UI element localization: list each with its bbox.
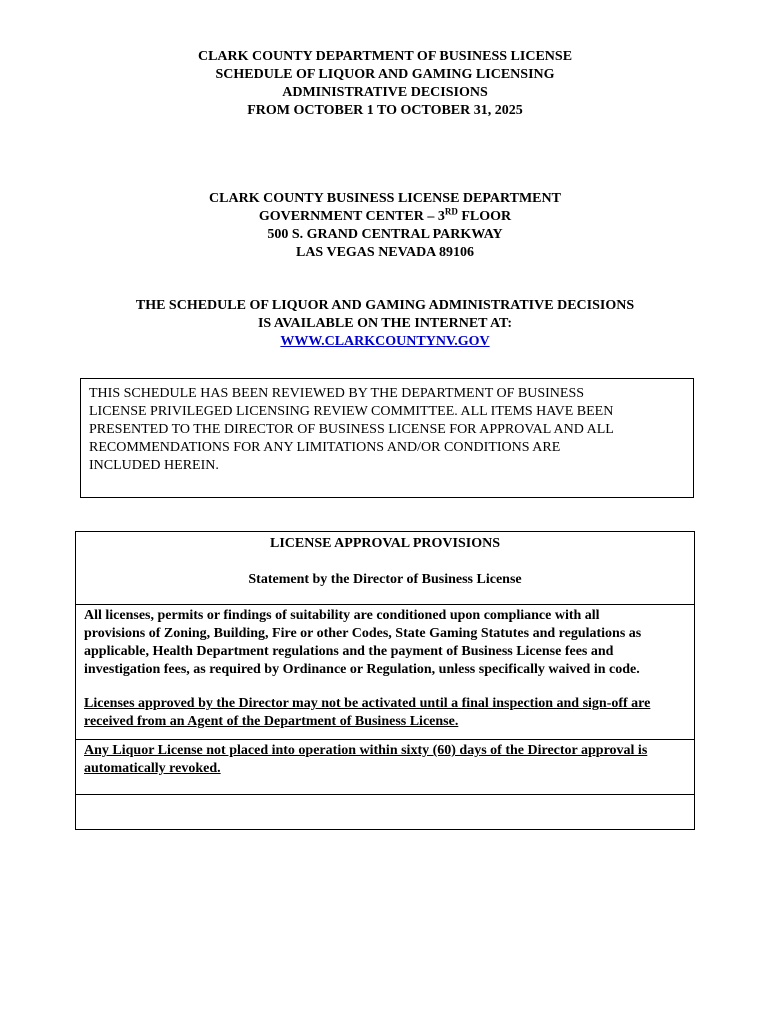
provisions-empty-row — [76, 794, 694, 829]
revoke-line-2: automatically revoked. — [84, 761, 221, 776]
internet-notice — [0, 297, 770, 351]
address-line-1: CLARK COUNTY BUSINESS LICENSE DEPARTMENT — [209, 191, 561, 206]
title-line-4: FROM OCTOBER 1 TO OCTOBER 31, 2025 — [247, 103, 523, 118]
address-line-2-prefix: GOVERNMENT CENTER – 3 — [258, 209, 445, 224]
provisions-conditions-row — [76, 604, 694, 739]
review-statement-box — [80, 378, 694, 498]
provisions-revocation-row — [76, 739, 694, 794]
notice-line-1: THE SCHEDULE OF LIQUOR AND GAMING ADMINISTRATIVE DECISIONS — [135, 298, 635, 313]
address-line-3: 500 S. GRAND CENTRAL PARKWAY — [267, 227, 503, 242]
review-line-5: INCLUDED HEREIN. — [89, 458, 219, 473]
review-line-3: PRESENTED TO THE DIRECTOR OF BUSINESS LICENSE FOR APPROVAL AND ALL — [89, 422, 614, 437]
provisions-header-row — [76, 532, 694, 604]
address-line-2-suffix: FLOOR — [457, 209, 512, 224]
revoke-line-1: Any Liquor License not placed into operation within sixty (60) days of the Director approval is — [84, 743, 648, 758]
address-line-2 — [0, 208, 770, 226]
activation-line-1: Licenses approved by the Director may not be activated until a final inspection and sign-off are — [84, 696, 651, 711]
website-link[interactable]: WWW.CLARKCOUNTYNV.GOV — [280, 334, 490, 349]
notice-line-2: IS AVAILABLE ON THE INTERNET AT: — [257, 316, 513, 331]
title-line-1: CLARK COUNTY DEPARTMENT OF BUSINESS LICENSE — [197, 49, 573, 64]
address-block — [0, 190, 770, 262]
license-approval-provisions-table — [75, 531, 695, 830]
review-line-2: LICENSE PRIVILEGED LICENSING REVIEW COMMITTEE. ALL ITEMS HAVE BEEN — [89, 404, 614, 419]
review-line-4: RECOMMENDATIONS FOR ANY LIMITATIONS AND/OR CONDITIONS ARE — [89, 440, 561, 455]
conditions-line-3: applicable, Health Department regulations and the payment of Business License fees and — [84, 644, 614, 659]
activation-line-2: received from an Agent of the Department of Business License. — [84, 714, 459, 729]
conditions-line-2: provisions of Zoning, Building, Fire or other Codes, State Gaming Statutes and regulations as — [84, 626, 642, 641]
provisions-heading: LICENSE APPROVAL PROVISIONS — [269, 536, 501, 551]
conditions-line-4: investigation fees, as required by Ordinance or Regulation, unless specifically waived in code. — [84, 662, 640, 677]
address-floor-superscript: RD — [444, 206, 458, 217]
review-line-1: THIS SCHEDULE HAS BEEN REVIEWED BY THE DEPARTMENT OF BUSINESS — [89, 386, 585, 401]
title-line-3: ADMINISTRATIVE DECISIONS — [282, 85, 488, 100]
title-line-2: SCHEDULE OF LIQUOR AND GAMING LICENSING — [215, 67, 555, 82]
conditions-line-1: All licenses, permits or findings of suitability are conditioned upon compliance with all — [84, 608, 600, 623]
activation-provision — [84, 695, 690, 731]
address-line-4: LAS VEGAS NEVADA 89106 — [295, 245, 475, 260]
document-title — [0, 48, 770, 120]
provisions-subheading: Statement by the Director of Business License — [248, 572, 522, 587]
